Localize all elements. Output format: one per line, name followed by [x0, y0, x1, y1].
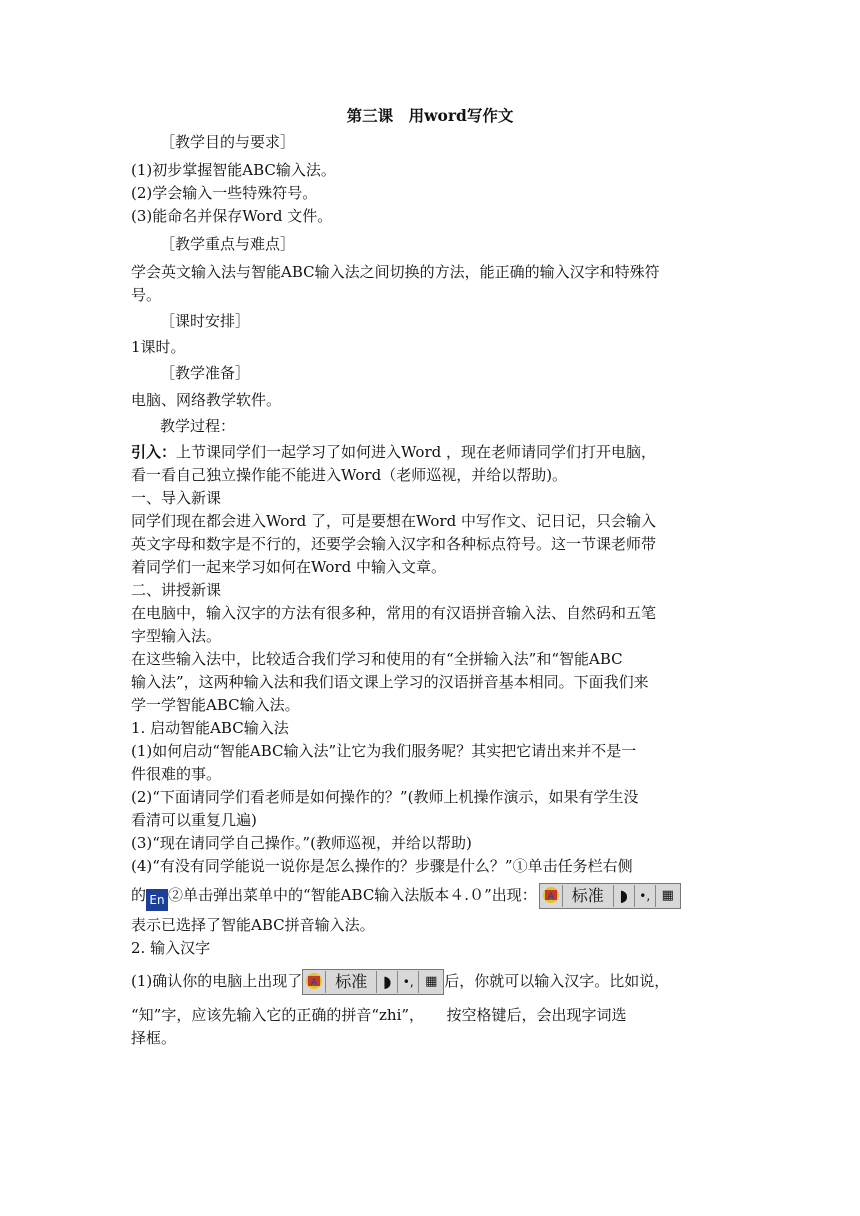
paragraph-line: 同学们现在都会进入Word 了，可是要想在Word 中写作文、记日记，只会输入 [131, 512, 656, 530]
punctuation-icon[interactable]: •, [635, 885, 656, 907]
section-heading: ［课时安排］ [160, 312, 251, 330]
paragraph-text: 后，你就可以输入汉字。比如说， [444, 972, 670, 990]
paragraph-line: 件很难的事。 [131, 765, 222, 783]
section-heading: ［教学准备］ [160, 364, 251, 382]
punctuation-icon[interactable]: •, [398, 971, 419, 993]
keyboard-icon[interactable]: ▦ [425, 974, 438, 989]
page-title: 第三课 用word写作文 [346, 106, 514, 125]
paragraph-line: (3)能命名并保存Word 文件。 [131, 207, 333, 225]
en-ime-icon[interactable]: En [146, 889, 168, 911]
paragraph-line: 英文字母和数字是不行的，还要学会输入汉字和各种标点符号。这一节课老师带 [131, 535, 657, 553]
ime-status-bar[interactable] [302, 969, 444, 995]
paragraph-line: (3)“现在请同学自己操作。”(教师巡视，并给以帮助) [131, 834, 472, 852]
paragraph-line: (2)“下面请同学们看老师是如何操作的？”(教师上机操作演示，如果有学生没 [131, 788, 639, 806]
ime-mode-label[interactable]: 标准 [563, 885, 614, 907]
abc-ime-logo-icon[interactable] [303, 971, 326, 993]
paragraph-line: (1)初步掌握智能ABC输入法。 [131, 161, 336, 179]
svg-text:A: A [311, 978, 318, 988]
paragraph-line: 择框。 [131, 1029, 177, 1047]
paragraph-line: 表示已选择了智能ABC拼音输入法。 [131, 916, 375, 934]
paragraph-line: 着同学们一起来学习如何在Word 中输入文章。 [131, 558, 446, 576]
section-heading: 2. 输入汉字 [131, 939, 211, 957]
section-heading: 1. 启动智能ABC输入法 [131, 719, 289, 737]
paragraph-line: 看清可以重复几遍) [131, 811, 257, 829]
moon-icon[interactable]: ◗ [614, 885, 635, 907]
section-heading: 一、导入新课 [131, 489, 222, 507]
paragraph-line: (2)学会输入一些特殊符号。 [131, 184, 318, 202]
svg-text:A: A [547, 892, 554, 902]
section-heading: ［教学重点与难点］ [160, 235, 296, 253]
paragraph-line: 1课时。 [131, 338, 186, 356]
keyboard-icon[interactable]: ▦ [661, 888, 674, 903]
section-heading: 二、讲授新课 [131, 581, 222, 599]
paragraph-line: 输入法”，这两种输入法和我们语文课上学习的汉语拼音基本相同。下面我们来 [131, 673, 649, 691]
step-line [131, 880, 731, 910]
paragraph-text: (1)确认你的电脑上出现了 [131, 972, 303, 990]
ime-mode-label[interactable]: 标准 [326, 971, 377, 993]
section-heading: 教学过程： [160, 417, 236, 435]
paragraph-text: ②单击弹出菜单中的“智能ABC输入法版本４.０”出现： [168, 886, 537, 904]
paragraph-line: (4)“有没有同学能说一说你是怎么操作的？步骤是什么？”①单击任务栏右侧 [131, 857, 633, 875]
paragraph-line: 看一看自己独立操作能不能进入Word（老师巡视，并给以帮助)。 [131, 466, 568, 484]
paragraph-line: 在电脑中，输入汉字的方法有很多种，常用的有汉语拼音输入法、自然码和五笔 [131, 604, 657, 622]
ime-status-bar[interactable] [539, 883, 681, 909]
intro-text: 上节课同学们一起学习了如何进入Word ，现在老师请同学们打开电脑， [176, 443, 656, 461]
paragraph-line: 在这些输入法中，比较适合我们学习和使用的有“全拼输入法”和“智能ABC [131, 650, 623, 668]
paragraph-line: 学会英文输入法与智能ABC输入法之间切换的方法，能正确的输入汉字和特殊符 [131, 263, 660, 281]
intro-label: 引入： [131, 443, 177, 461]
abc-ime-logo-icon[interactable] [540, 885, 563, 907]
paragraph-line: 字型输入法。 [131, 627, 222, 645]
paragraph-text: 的 [131, 886, 147, 904]
intro-line [131, 441, 731, 463]
paragraph-line: (1)如何启动“智能ABC输入法”让它为我们服务呢？其实把它请出来并不是一 [131, 742, 637, 760]
step-line [131, 966, 731, 996]
paragraph-line: 电脑、网络教学软件。 [131, 391, 282, 409]
paragraph-line: 号。 [131, 286, 162, 304]
paragraph-line: “知”字，应该先输入它的正确的拼音“zhi”， 按空格键后，会出现字词选 [131, 1006, 627, 1024]
paragraph-line: 学一学智能ABC输入法。 [131, 696, 300, 714]
moon-icon[interactable]: ◗ [377, 971, 398, 993]
section-heading: ［教学目的与要求］ [160, 133, 296, 151]
